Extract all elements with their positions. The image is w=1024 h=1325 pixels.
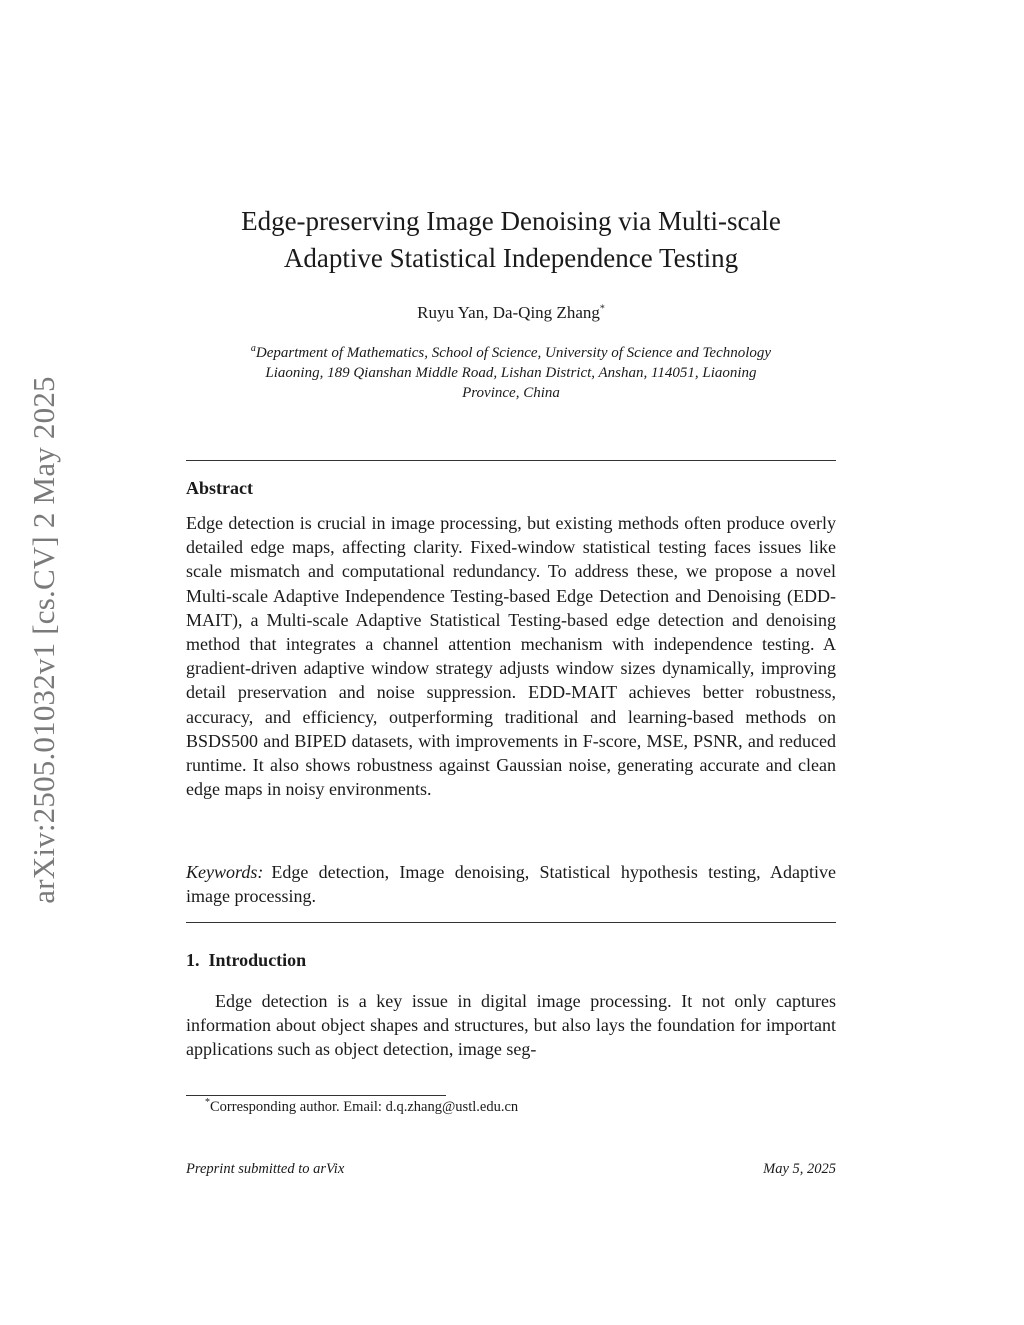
abstract-heading: Abstract <box>186 478 253 498</box>
keywords-text: Edge detection, Image denoising, Statistical hypothesis testing, Adaptive image processing. <box>186 862 836 907</box>
footer-date: May 5, 2025 <box>763 1161 836 1177</box>
keywords-label: Keywords: <box>186 862 264 882</box>
corresponding-author-mark: * <box>599 303 605 315</box>
author-list <box>186 303 836 323</box>
footnote <box>205 1099 518 1116</box>
keywords <box>186 860 836 908</box>
section-heading-introduction <box>186 950 306 971</box>
affiliation-line-3: Province, China <box>462 385 560 401</box>
footer-preprint-note: Preprint submitted to arVix <box>186 1161 345 1177</box>
affiliation-mark: a <box>250 343 256 354</box>
affiliation <box>186 343 836 403</box>
abstract-text: Edge detection is crucial in image processing, but existing methods often produce overly detailed edge maps, affecting clarity. Fixed-window statistical testing faces issues like scale mismatch and computational redundancy. To address these, we propose a novel Multi-scale Adaptive Independence Testing-based Edge Detection and Denoising (EDD-MAIT), a Multi-scale Adaptive Statistical Testing-based edge detection and denoising method that integrates a channel attention mechanism with independence testing. A gradient-driven adaptive window strategy adjusts window sizes dynamically, improving detail preservation and noise suppression. EDD-MAIT achieves better robustness, accuracy, and efficiency, outperforming traditional and learning-based methods on BSDS500 and BIPED datasets, with improvements in F-score, MSE, PSNR, and reduced runtime. It also shows robustness against Gaussian noise, generating accurate and clean edge maps in noisy environments. <box>186 513 836 800</box>
section-title: Introduction <box>208 950 307 970</box>
introduction-paragraph: Edge detection is a key issue in digital image processing. It not only captures information about object shapes and structures, but also lays the foundation for important applications such as object detection, image seg- <box>186 991 836 1060</box>
footnote-rule <box>186 1095 446 1096</box>
paper-title <box>186 203 836 277</box>
authors-text: Ruyu Yan, Da-Qing Zhang <box>417 303 600 322</box>
footnote-text: Corresponding author. Email: d.q.zhang@ustl.edu.cn <box>210 1099 519 1115</box>
footnote-mark: * <box>205 1097 210 1109</box>
section-number: 1. <box>186 950 200 970</box>
abstract-top-rule <box>186 460 836 461</box>
affiliation-line-1: Department of Mathematics, School of Science, University of Science and Technology <box>255 345 772 361</box>
abstract-bottom-rule <box>186 922 836 923</box>
title-line-1: Edge-preserving Image Denoising via Multi-scale <box>241 206 781 236</box>
title-line-2: Adaptive Statistical Independence Testing <box>283 243 739 273</box>
affiliation-line-2: Liaoning, 189 Qianshan Middle Road, Lishan District, Anshan, 114051, Liaoning <box>265 365 757 381</box>
arxiv-side-stamp: arXiv:2505.01032v1 [cs.CV] 2 May 2025 <box>26 376 61 904</box>
